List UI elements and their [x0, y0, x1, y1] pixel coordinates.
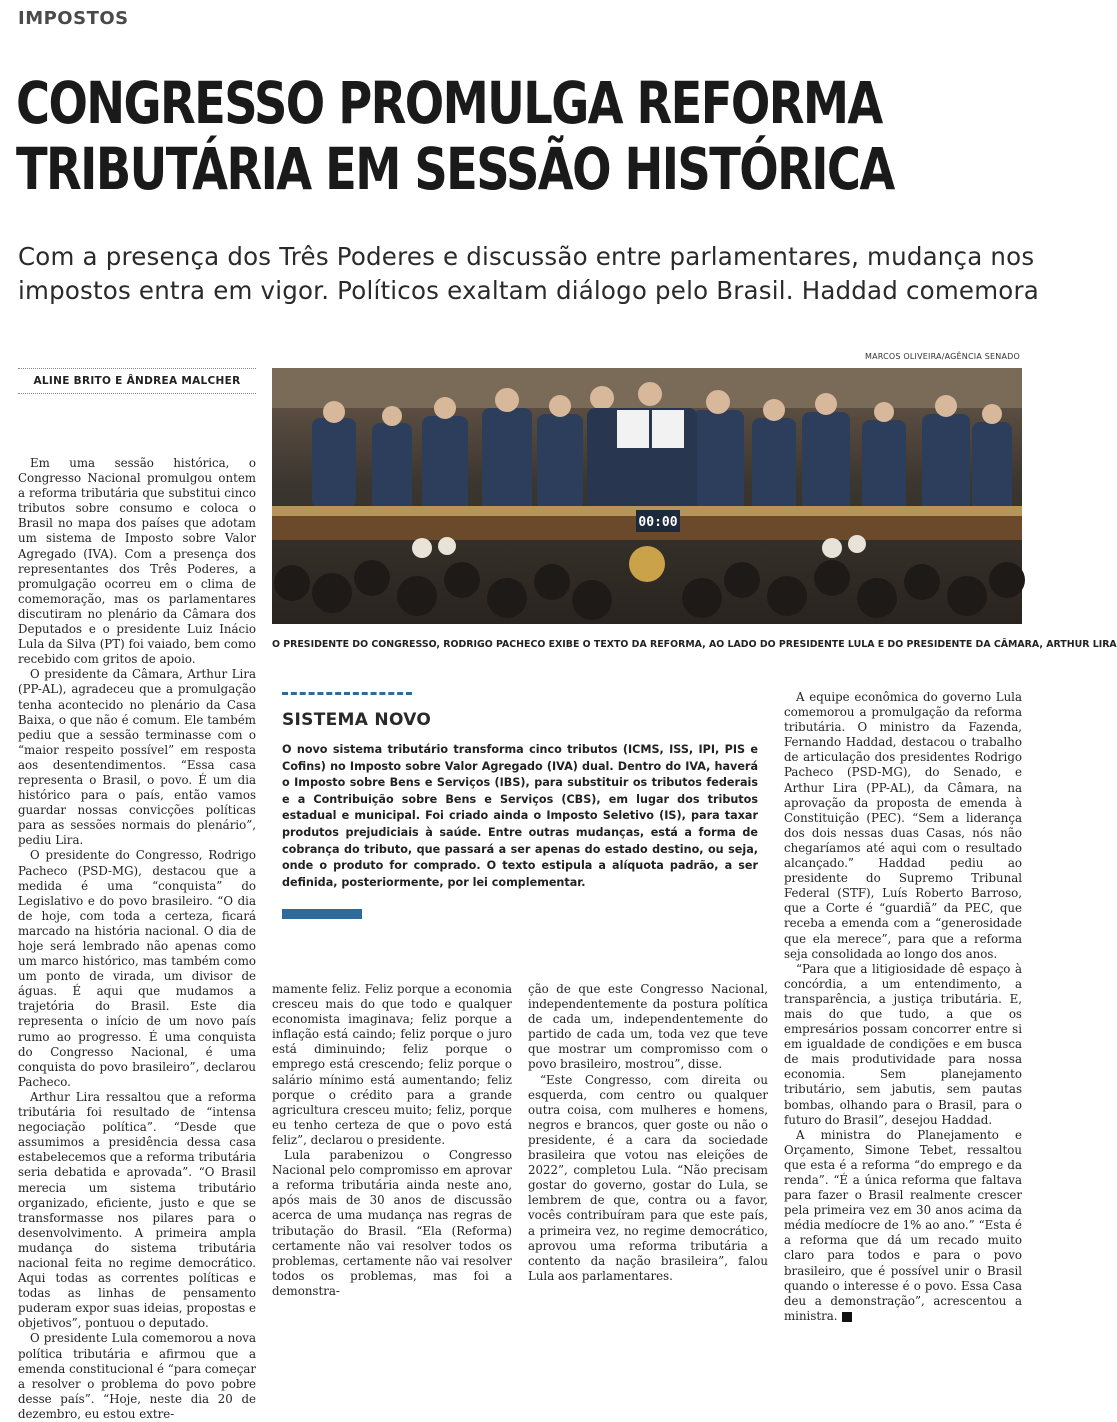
- article-column-1: [18, 456, 256, 1422]
- headline-line-2: TRIBUTÁRIA EM SESSÃO HISTÓRICA: [16, 135, 894, 203]
- box-title: SISTEMA NOVO: [282, 710, 432, 730]
- headline: [16, 69, 894, 203]
- box-bottom-rule: [282, 909, 362, 919]
- end-of-article-icon: [842, 1312, 852, 1322]
- photo-credit: MARCOS OLIVEIRA/AGÊNCIA SENADO: [864, 352, 1020, 361]
- article-column-2: [272, 982, 512, 1299]
- paragraph: mamente feliz. Feliz porque a economia cresceu mais do que todo e qualquer economista imaginava; feliz porque a inflação está caindo; feliz porque o juro está diminuindo; feliz porque o emprego está crescendo; feliz porque o salário mínimo está aumentando; feliz porque o crédito para a grande agricultura cresceu muito; feliz, porque eu tenho certeza de que o povo está feliz”, declarou o presidente.: [272, 982, 512, 1147]
- byline: ALINE BRITO E ÂNDREA MALCHER: [33, 375, 241, 387]
- paragraph: Lula parabenizou o Congresso Nacional pelo compromisso em aprovar a reforma tributária ainda neste ano, após mais de 30 anos de discussão acerca de uma mudança nas regras de tributação do Brasil. “Ela (Reforma) certamente não vai resolver todos os problemas, certamente não vai resolver todos os problemas, mas foi a demonstra-: [272, 1148, 512, 1298]
- paragraph: “Para que a litigiosidade dê espaço à concórdia, a um entendimento, a transparência, a justiça tributária. E, mais do que tudo, a que os empresários possam concorrer entre si em igualdade de condições e em busca de mais produtividade para nossa economia. Sem planejamento tributário, sem jabutis, sem pautas bombas, olhando para o Brasil, para o futuro do Brasil”, desejou Haddad.: [784, 961, 1022, 1127]
- article-column-3: [528, 982, 768, 1284]
- session-clock: 00:00: [638, 515, 678, 530]
- paragraph: “Este Congresso, com direita ou esquerda, com centro ou qualquer outra coisa, com mulheres e homens, negros e brancos, quer goste ou não o presidente, é a cara da sociedade brasileira que votou nas eleições de 2022”, completou Lula. “Não precisam gostar do governo, gostar do Lula, se lembrem de que, contra ou a favor, vocês contribuíram para que este país, a primeira vez, no regime democrático, aprovou uma reforma tributária a contento da nação brasileira”, falou Lula aos parlamentares.: [528, 1072, 768, 1283]
- paragraph: O presidente Lula comemorou a nova política tributária e afirmou que a emenda constitucional é “para começar a resolver o problema do povo pobre desse país”. “Hoje, neste dia 20 de dezembro, eu estou extre-: [18, 1331, 256, 1421]
- section-label: IMPOSTOS: [18, 8, 129, 29]
- subheadline: [18, 240, 1039, 308]
- article-column-4: [784, 690, 1022, 1324]
- paragraph: A equipe econômica do governo Lula comemorou a promulgação da reforma tributária. O ministro da Fazenda, Fernando Haddad, destacou o trabalho de articulação dos presidentes Rodrigo Pacheco (PSD-MG), do Senado, e Arthur Lira (PP-AL), da Câmara, na aprovação da proposta de emenda à Constituição (PEC). “Sem a liderança dos dois nessas duas Casas, nós não chegaríamos até aqui com o resultado alcançado.” Haddad pediu ao presidente do Supremo Tribunal Federal (STF), Luís Roberto Barroso, que a Corte é “guardiã” da PEC, que receba a emenda com a “generosidade que ela merece”, para que a reforma seja consolidada ao longo dos anos.: [784, 690, 1022, 961]
- news-photo-image: [272, 368, 1022, 624]
- paragraph-text: A ministra do Planejamento e Orçamento, Simone Tebet, ressaltou que esta é a reforma “do emprego e da renda”. “É a única reforma que faltava para fazer o Brasil realmente crescer pela primeira vez em 30 anos acima da média medíocre de 1% ao ano.” “Esta é a reforma que dá um recado muito claro para todos e para o povo brasileiro, que é possível unir o Brasil quando o interesse é o povo. Essa Casa deu a demonstração”, acrescentou a ministra.: [784, 1127, 1022, 1323]
- photo-caption: O PRESIDENTE DO CONGRESSO, RODRIGO PACHECO EXIBE O TEXTO DA REFORMA, AO LADO DO PRESIDENTE LULA E DO PRESIDENTE DA CÂMARA, ARTHUR LIRA: [272, 639, 1117, 650]
- paragraph: Em uma sessão histórica, o Congresso Nacional promulgou ontem a reforma tributária que substitui cinco tributos sobre consumo e coloca o Brasil no mapa dos países que adotam um sistema de Imposto sobre Valor Agregado (IVA). Com a presença dos representantes dos Três Poderes, a promulgação ocorreu em o clima de comemoração, mas os parlamentares discutiram no plenário da Câmara dos Deputados e o presidente Luiz Inácio Lula da Silva (PT) foi vaiado, bem como recebido com gritos de apoio.: [18, 456, 256, 667]
- subheadline-line-2: impostos entra em vigor. Políticos exaltam diálogo pelo Brasil. Haddad comemora: [18, 276, 1039, 305]
- paragraph: Arthur Lira ressaltou que a reforma tributária foi resultado de “intensa negociação política”. “Desde que assumimos a presidência dessa casa estabelecemos que a reforma tributária seria debatida e aprovada”. “O Brasil merecia um sistema tributário organizado, eficiente, justo e que se transformasse nos pilares para o desenvolvimento. A primeira ampla mudança do sistema tributária nacional feita no regime democrático. Aqui todas as correntes políticas e todas as linhas de pensamento puderam expor suas ideias, propostas e objetivos”, pontuou o deputado.: [18, 1089, 256, 1331]
- box-top-rule: [282, 692, 412, 698]
- headline-line-1: CONGRESSO PROMULGA REFORMA: [16, 69, 882, 137]
- byline-box: [18, 368, 256, 394]
- box-text: O novo sistema tributário transforma cinco tributos (ICMS, ISS, IPI, PIS e Cofins) no Imposto sobre Valor Agregado (IVA) dual. Dentro do IVA, haverá o Imposto sobre Bens e Serviços (IBS), para substituir os tributos federais e a Contribuição sobre Bens e Serviços (CBS), em lugar dos tributos estadual e municipal. Foi criado ainda o Imposto Seletivo (IS), para taxar produtos prejudiciais à saúde. Entre outras mudanças, está a forma de cobrança do tributo, que passará a ser apenas do estado destino, ou seja, onde o produto for comprado. O texto estipula a alíquota padrão, a ser definida, posteriormente, por lei complementar.: [282, 743, 758, 889]
- paragraph: O presidente da Câmara, Arthur Lira (PP-AL), agradeceu que a promulgação tenha acontecido no plenário da Casa Baixa, o que não é comum. Ele também pediu que a sessão terminasse com o “maior respeito possível” em resposta aos desentendimentos. “Essa casa representa o Brasil, o povo. É um dia histórico para o país, então vamos guardar nossas convicções políticas para as sessões normais do plenário”, pediu Lira.: [18, 667, 256, 848]
- sidebar-box: [282, 692, 758, 919]
- paragraph: [784, 1128, 1022, 1324]
- subheadline-line-1: Com a presença dos Três Poderes e discussão entre parlamentares, mudança nos: [18, 242, 1035, 271]
- paragraph: O presidente do Congresso, Rodrigo Pacheco (PSD-MG), destacou que a medida é uma “conquista” do Legislativo e do povo brasileiro. “O dia de hoje, com toda a certeza, ficará marcado na história nacional. O dia de hoje será lembrado não apenas como um marco histórico, mas também como um ponto de virada, um divisor de águas. É aqui que mudamos a trajetória do Brasil. Este dia representa o início de um novo país rumo ao progresso. É uma conquista do Congresso Nacional, é uma conquista do povo brasileiro”, declarou Pacheco.: [18, 848, 256, 1089]
- paragraph: ção de que este Congresso Nacional, independentemente da postura política de cada um, independentemente do partido de cada um, toda vez que teve que mostrar um compromisso com o povo brasileiro, mostrou”, disse.: [528, 982, 768, 1072]
- news-photo: [272, 368, 1022, 624]
